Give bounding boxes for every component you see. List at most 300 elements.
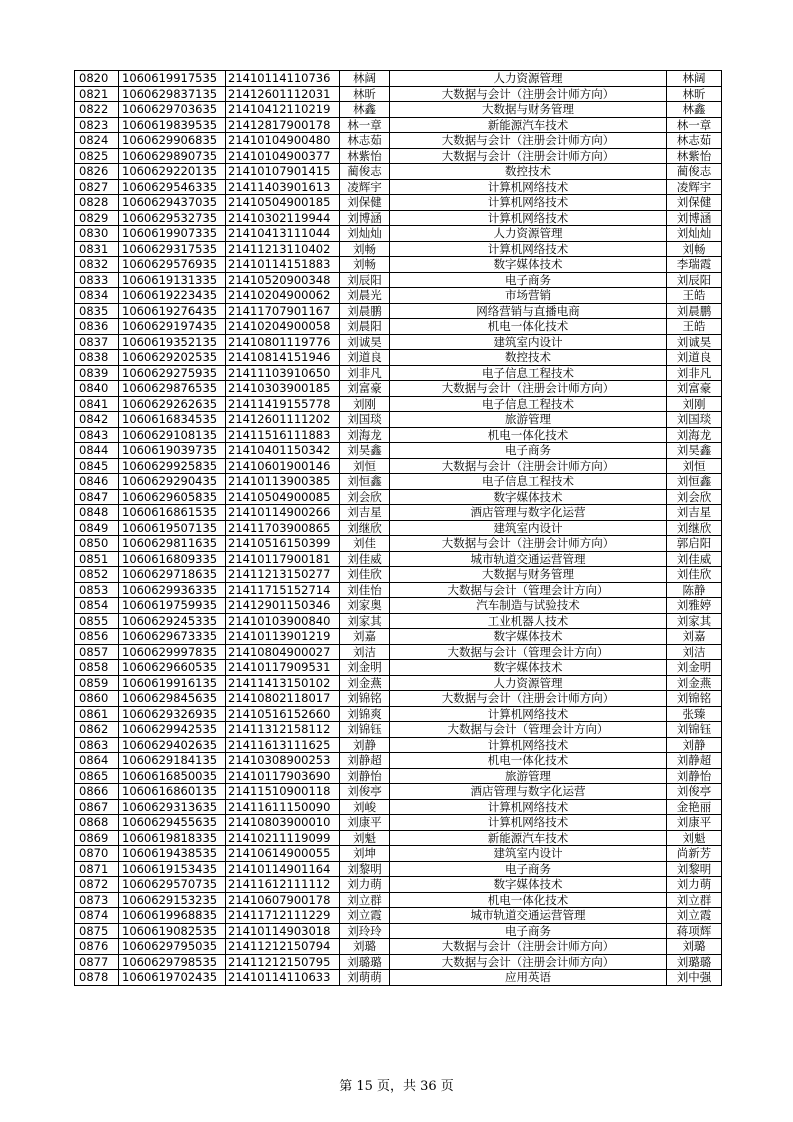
candidate-id-cell: 1060619039735 bbox=[119, 443, 226, 459]
table-row bbox=[75, 474, 722, 490]
major-cell: 电子商务 bbox=[390, 272, 667, 288]
exam-id-cell: 21411510900118 bbox=[226, 784, 340, 800]
confirmed-name-cell: 刘会欣 bbox=[667, 489, 722, 505]
candidate-id-cell: 1060629326935 bbox=[119, 706, 226, 722]
sequence-number-cell: 0834 bbox=[75, 288, 119, 304]
major-cell: 建筑室内设计 bbox=[390, 334, 667, 350]
major-cell: 计算机网络技术 bbox=[390, 210, 667, 226]
name-cell: 刘康平 bbox=[340, 815, 390, 831]
sequence-number-cell: 0848 bbox=[75, 505, 119, 521]
table-row bbox=[75, 644, 722, 660]
table-row bbox=[75, 954, 722, 970]
major-cell: 数字媒体技术 bbox=[390, 877, 667, 893]
name-cell: 林一章 bbox=[340, 117, 390, 133]
table-row bbox=[75, 381, 722, 397]
confirmed-name-cell: 刘辰阳 bbox=[667, 272, 722, 288]
confirmed-name-cell: 陈静 bbox=[667, 582, 722, 598]
name-cell: 蔺俊志 bbox=[340, 164, 390, 180]
sequence-number-cell: 0872 bbox=[75, 877, 119, 893]
table-row bbox=[75, 319, 722, 335]
table-row bbox=[75, 567, 722, 583]
confirmed-name-cell: 刘诚昊 bbox=[667, 334, 722, 350]
major-cell: 数字媒体技术 bbox=[390, 629, 667, 645]
confirmed-name-cell: 林一章 bbox=[667, 117, 722, 133]
confirmed-name-cell: 刘畅 bbox=[667, 241, 722, 257]
sequence-number-cell: 0851 bbox=[75, 551, 119, 567]
sequence-number-cell: 0826 bbox=[75, 164, 119, 180]
table-row bbox=[75, 117, 722, 133]
exam-id-cell: 21411712111229 bbox=[226, 908, 340, 924]
confirmed-name-cell: 刘立群 bbox=[667, 892, 722, 908]
name-cell: 刘佳 bbox=[340, 536, 390, 552]
major-cell: 机电一体化技术 bbox=[390, 753, 667, 769]
major-cell: 人力资源管理 bbox=[390, 71, 667, 87]
major-cell: 大数据与会计（注册会计师方向） bbox=[390, 954, 667, 970]
name-cell: 刘璐 bbox=[340, 939, 390, 955]
confirmed-name-cell: 刘富豪 bbox=[667, 381, 722, 397]
sequence-number-cell: 0863 bbox=[75, 737, 119, 753]
confirmed-name-cell: 郭启阳 bbox=[667, 536, 722, 552]
candidate-id-cell: 1060629317535 bbox=[119, 241, 226, 257]
table-row bbox=[75, 939, 722, 955]
candidate-id-cell: 1060629798535 bbox=[119, 954, 226, 970]
sequence-number-cell: 0874 bbox=[75, 908, 119, 924]
exam-id-cell: 21410601900146 bbox=[226, 458, 340, 474]
name-cell: 刘博涵 bbox=[340, 210, 390, 226]
major-cell: 计算机网络技术 bbox=[390, 195, 667, 211]
sequence-number-cell: 0867 bbox=[75, 799, 119, 815]
major-cell: 大数据与会计（注册会计师方向） bbox=[390, 939, 667, 955]
exam-id-cell: 21411419155778 bbox=[226, 396, 340, 412]
table-row bbox=[75, 148, 722, 164]
exam-id-cell: 21410103900840 bbox=[226, 613, 340, 629]
table-row bbox=[75, 877, 722, 893]
sequence-number-cell: 0822 bbox=[75, 102, 119, 118]
exam-id-cell: 21411715152714 bbox=[226, 582, 340, 598]
name-cell: 刘静 bbox=[340, 737, 390, 753]
confirmed-name-cell: 刘昊鑫 bbox=[667, 443, 722, 459]
confirmed-name-cell: 林昕 bbox=[667, 86, 722, 102]
confirmed-name-cell: 刘康平 bbox=[667, 815, 722, 831]
name-cell: 刘俊亭 bbox=[340, 784, 390, 800]
confirmed-name-cell: 刘静超 bbox=[667, 753, 722, 769]
name-cell: 林志茹 bbox=[340, 133, 390, 149]
sequence-number-cell: 0864 bbox=[75, 753, 119, 769]
sequence-number-cell: 0825 bbox=[75, 148, 119, 164]
exam-id-cell: 21410803900010 bbox=[226, 815, 340, 831]
candidate-id-cell: 1060629184135 bbox=[119, 753, 226, 769]
confirmed-name-cell: 刘力萌 bbox=[667, 877, 722, 893]
confirmed-name-cell: 刘博涵 bbox=[667, 210, 722, 226]
exam-id-cell: 21410413111044 bbox=[226, 226, 340, 242]
confirmed-name-cell: 刘金明 bbox=[667, 660, 722, 676]
exam-id-cell: 21410117900181 bbox=[226, 551, 340, 567]
candidate-id-cell: 1060629220135 bbox=[119, 164, 226, 180]
name-cell: 刘锦爽 bbox=[340, 706, 390, 722]
table-row bbox=[75, 520, 722, 536]
candidate-id-cell: 1060616850035 bbox=[119, 768, 226, 784]
exam-id-cell: 21410113901219 bbox=[226, 629, 340, 645]
table-row bbox=[75, 598, 722, 614]
table-row bbox=[75, 908, 722, 924]
name-cell: 刘力萌 bbox=[340, 877, 390, 893]
confirmed-name-cell: 金艳丽 bbox=[667, 799, 722, 815]
confirmed-name-cell: 刘继欣 bbox=[667, 520, 722, 536]
confirmed-name-cell: 王皓 bbox=[667, 288, 722, 304]
sequence-number-cell: 0831 bbox=[75, 241, 119, 257]
name-cell: 刘玲玲 bbox=[340, 923, 390, 939]
exam-id-cell: 21410520900348 bbox=[226, 272, 340, 288]
major-cell: 计算机网络技术 bbox=[390, 737, 667, 753]
candidate-id-cell: 1060629890735 bbox=[119, 148, 226, 164]
exam-id-cell: 21410401150342 bbox=[226, 443, 340, 459]
exam-id-cell: 21410516150399 bbox=[226, 536, 340, 552]
candidate-id-cell: 1060629605835 bbox=[119, 489, 226, 505]
name-cell: 刘富豪 bbox=[340, 381, 390, 397]
major-cell: 大数据与会计（注册会计师方向） bbox=[390, 536, 667, 552]
name-cell: 凌辉宇 bbox=[340, 179, 390, 195]
major-cell: 旅游管理 bbox=[390, 768, 667, 784]
exam-id-cell: 21410104900377 bbox=[226, 148, 340, 164]
major-cell: 大数据与会计（注册会计师方向） bbox=[390, 133, 667, 149]
major-cell: 大数据与会计（管理会计方向） bbox=[390, 582, 667, 598]
table-row bbox=[75, 412, 722, 428]
major-cell: 电子商务 bbox=[390, 861, 667, 877]
confirmed-name-cell: 刘保健 bbox=[667, 195, 722, 211]
table-row bbox=[75, 892, 722, 908]
confirmed-name-cell: 刘雅婷 bbox=[667, 598, 722, 614]
confirmed-name-cell: 刘黎明 bbox=[667, 861, 722, 877]
sequence-number-cell: 0866 bbox=[75, 784, 119, 800]
major-cell: 建筑室内设计 bbox=[390, 846, 667, 862]
sequence-number-cell: 0846 bbox=[75, 474, 119, 490]
confirmed-name-cell: 刘非凡 bbox=[667, 365, 722, 381]
candidate-id-cell: 1060629275935 bbox=[119, 365, 226, 381]
sequence-number-cell: 0841 bbox=[75, 396, 119, 412]
major-cell: 计算机网络技术 bbox=[390, 706, 667, 722]
exam-id-cell: 21410801119776 bbox=[226, 334, 340, 350]
confirmed-name-cell: 刘恒 bbox=[667, 458, 722, 474]
major-cell: 人力资源管理 bbox=[390, 675, 667, 691]
name-cell: 刘坤 bbox=[340, 846, 390, 862]
candidate-id-cell: 1060619968835 bbox=[119, 908, 226, 924]
exam-id-cell: 21410204900058 bbox=[226, 319, 340, 335]
major-cell: 工业机器人技术 bbox=[390, 613, 667, 629]
table-row bbox=[75, 257, 722, 273]
confirmed-name-cell: 刘魁 bbox=[667, 830, 722, 846]
confirmed-name-cell: 林紫怡 bbox=[667, 148, 722, 164]
major-cell: 人力资源管理 bbox=[390, 226, 667, 242]
exam-id-cell: 21411403901613 bbox=[226, 179, 340, 195]
name-cell: 刘锦钰 bbox=[340, 722, 390, 738]
exam-id-cell: 21411516111883 bbox=[226, 427, 340, 443]
major-cell: 大数据与会计（注册会计师方向） bbox=[390, 86, 667, 102]
sequence-number-cell: 0868 bbox=[75, 815, 119, 831]
sequence-number-cell: 0827 bbox=[75, 179, 119, 195]
exam-id-cell: 21410114900266 bbox=[226, 505, 340, 521]
sequence-number-cell: 0859 bbox=[75, 675, 119, 691]
name-cell: 刘灿灿 bbox=[340, 226, 390, 242]
exam-id-cell: 21410814151946 bbox=[226, 350, 340, 366]
candidate-id-cell: 1060616809335 bbox=[119, 551, 226, 567]
confirmed-name-cell: 刘刚 bbox=[667, 396, 722, 412]
name-cell: 刘萌萌 bbox=[340, 970, 390, 986]
major-cell: 建筑室内设计 bbox=[390, 520, 667, 536]
name-cell: 刘佳欣 bbox=[340, 567, 390, 583]
major-cell: 新能源汽车技术 bbox=[390, 830, 667, 846]
exam-id-cell: 21412901150346 bbox=[226, 598, 340, 614]
name-cell: 刘畅 bbox=[340, 241, 390, 257]
name-cell: 刘刚 bbox=[340, 396, 390, 412]
name-cell: 刘辰阳 bbox=[340, 272, 390, 288]
major-cell: 应用英语 bbox=[390, 970, 667, 986]
sequence-number-cell: 0869 bbox=[75, 830, 119, 846]
table-row bbox=[75, 691, 722, 707]
major-cell: 机电一体化技术 bbox=[390, 892, 667, 908]
confirmed-name-cell: 刘中强 bbox=[667, 970, 722, 986]
major-cell: 大数据与会计（注册会计师方向） bbox=[390, 691, 667, 707]
table-row bbox=[75, 582, 722, 598]
sequence-number-cell: 0837 bbox=[75, 334, 119, 350]
exam-id-cell: 21411612111112 bbox=[226, 877, 340, 893]
records-table-body bbox=[75, 71, 722, 986]
confirmed-name-cell: 刘灿灿 bbox=[667, 226, 722, 242]
table-row bbox=[75, 815, 722, 831]
candidate-id-cell: 1060619702435 bbox=[119, 970, 226, 986]
candidate-id-cell: 1060629837135 bbox=[119, 86, 226, 102]
name-cell: 刘魁 bbox=[340, 830, 390, 846]
confirmed-name-cell: 林阔 bbox=[667, 71, 722, 87]
candidate-id-cell: 1060629532735 bbox=[119, 210, 226, 226]
confirmed-name-cell: 刘恒鑫 bbox=[667, 474, 722, 490]
exam-id-cell: 21411212150795 bbox=[226, 954, 340, 970]
confirmed-name-cell: 刘立霞 bbox=[667, 908, 722, 924]
table-row bbox=[75, 722, 722, 738]
exam-id-cell: 21410114151883 bbox=[226, 257, 340, 273]
major-cell: 计算机网络技术 bbox=[390, 799, 667, 815]
name-cell: 刘国琰 bbox=[340, 412, 390, 428]
name-cell: 刘恒 bbox=[340, 458, 390, 474]
sequence-number-cell: 0877 bbox=[75, 954, 119, 970]
candidate-id-cell: 1060619507135 bbox=[119, 520, 226, 536]
exam-id-cell: 21410303900185 bbox=[226, 381, 340, 397]
name-cell: 刘会欣 bbox=[340, 489, 390, 505]
candidate-id-cell: 1060619818335 bbox=[119, 830, 226, 846]
confirmed-name-cell: 林志茹 bbox=[667, 133, 722, 149]
name-cell: 刘恒鑫 bbox=[340, 474, 390, 490]
name-cell: 刘立群 bbox=[340, 892, 390, 908]
major-cell: 城市轨道交通运营管理 bbox=[390, 551, 667, 567]
major-cell: 汽车制造与试验技术 bbox=[390, 598, 667, 614]
confirmed-name-cell: 刘静 bbox=[667, 737, 722, 753]
exam-id-cell: 21410804900027 bbox=[226, 644, 340, 660]
confirmed-name-cell: 刘洁 bbox=[667, 644, 722, 660]
records-table bbox=[74, 70, 722, 986]
candidate-id-cell: 1060629108135 bbox=[119, 427, 226, 443]
confirmed-name-cell: 刘海龙 bbox=[667, 427, 722, 443]
major-cell: 计算机网络技术 bbox=[390, 179, 667, 195]
exam-id-cell: 21410107901415 bbox=[226, 164, 340, 180]
major-cell: 大数据与财务管理 bbox=[390, 102, 667, 118]
sequence-number-cell: 0875 bbox=[75, 923, 119, 939]
sequence-number-cell: 0836 bbox=[75, 319, 119, 335]
table-row bbox=[75, 396, 722, 412]
exam-id-cell: 21410211119099 bbox=[226, 830, 340, 846]
confirmed-name-cell: 李瑞霞 bbox=[667, 257, 722, 273]
major-cell: 市场营销 bbox=[390, 288, 667, 304]
sequence-number-cell: 0844 bbox=[75, 443, 119, 459]
exam-id-cell: 21410412110219 bbox=[226, 102, 340, 118]
exam-id-cell: 21410504900085 bbox=[226, 489, 340, 505]
sequence-number-cell: 0820 bbox=[75, 71, 119, 87]
confirmed-name-cell: 刘金燕 bbox=[667, 675, 722, 691]
major-cell: 计算机网络技术 bbox=[390, 815, 667, 831]
exam-id-cell: 21410607900178 bbox=[226, 892, 340, 908]
candidate-id-cell: 1060629197435 bbox=[119, 319, 226, 335]
confirmed-name-cell: 刘国琰 bbox=[667, 412, 722, 428]
candidate-id-cell: 1060619438535 bbox=[119, 846, 226, 862]
candidate-id-cell: 1060629455635 bbox=[119, 815, 226, 831]
confirmed-name-cell: 王皓 bbox=[667, 319, 722, 335]
sequence-number-cell: 0873 bbox=[75, 892, 119, 908]
candidate-id-cell: 1060629245335 bbox=[119, 613, 226, 629]
sequence-number-cell: 0865 bbox=[75, 768, 119, 784]
major-cell: 大数据与会计（注册会计师方向） bbox=[390, 148, 667, 164]
confirmed-name-cell: 凌辉宇 bbox=[667, 179, 722, 195]
candidate-id-cell: 1060629290435 bbox=[119, 474, 226, 490]
name-cell: 刘诚昊 bbox=[340, 334, 390, 350]
exam-id-cell: 21411611150090 bbox=[226, 799, 340, 815]
table-row bbox=[75, 272, 722, 288]
exam-id-cell: 21410104900480 bbox=[226, 133, 340, 149]
name-cell: 林鑫 bbox=[340, 102, 390, 118]
table-row bbox=[75, 334, 722, 350]
exam-id-cell: 21411213110402 bbox=[226, 241, 340, 257]
name-cell: 刘洁 bbox=[340, 644, 390, 660]
table-row bbox=[75, 195, 722, 211]
exam-id-cell: 21410204900062 bbox=[226, 288, 340, 304]
confirmed-name-cell: 林鑫 bbox=[667, 102, 722, 118]
name-cell: 刘吉星 bbox=[340, 505, 390, 521]
candidate-id-cell: 1060629845635 bbox=[119, 691, 226, 707]
major-cell: 大数据与会计（注册会计师方向） bbox=[390, 458, 667, 474]
sequence-number-cell: 0823 bbox=[75, 117, 119, 133]
candidate-id-cell: 1060629936335 bbox=[119, 582, 226, 598]
major-cell: 电子信息工程技术 bbox=[390, 474, 667, 490]
confirmed-name-cell: 刘璐 bbox=[667, 939, 722, 955]
exam-id-cell: 21410117903690 bbox=[226, 768, 340, 784]
table-row bbox=[75, 551, 722, 567]
exam-id-cell: 21411413150102 bbox=[226, 675, 340, 691]
confirmed-name-cell: 刘锦钰 bbox=[667, 722, 722, 738]
table-row bbox=[75, 179, 722, 195]
sequence-number-cell: 0870 bbox=[75, 846, 119, 862]
table-row bbox=[75, 706, 722, 722]
table-row bbox=[75, 784, 722, 800]
name-cell: 林紫怡 bbox=[340, 148, 390, 164]
sequence-number-cell: 0833 bbox=[75, 272, 119, 288]
confirmed-name-cell: 刘佳欣 bbox=[667, 567, 722, 583]
candidate-id-cell: 1060619082535 bbox=[119, 923, 226, 939]
sequence-number-cell: 0821 bbox=[75, 86, 119, 102]
exam-id-cell: 21410117909531 bbox=[226, 660, 340, 676]
confirmed-name-cell: 蔺俊志 bbox=[667, 164, 722, 180]
major-cell: 大数据与会计（注册会计师方向） bbox=[390, 381, 667, 397]
exam-id-cell: 21410504900185 bbox=[226, 195, 340, 211]
candidate-id-cell: 1060619276435 bbox=[119, 303, 226, 319]
name-cell: 刘继欣 bbox=[340, 520, 390, 536]
confirmed-name-cell: 刘吉星 bbox=[667, 505, 722, 521]
sequence-number-cell: 0871 bbox=[75, 861, 119, 877]
major-cell: 电子商务 bbox=[390, 443, 667, 459]
table-row bbox=[75, 660, 722, 676]
candidate-id-cell: 1060629942535 bbox=[119, 722, 226, 738]
candidate-id-cell: 1060629313635 bbox=[119, 799, 226, 815]
name-cell: 林阔 bbox=[340, 71, 390, 87]
candidate-id-cell: 1060629437035 bbox=[119, 195, 226, 211]
confirmed-name-cell: 蒋项辉 bbox=[667, 923, 722, 939]
sequence-number-cell: 0842 bbox=[75, 412, 119, 428]
confirmed-name-cell: 刘佳威 bbox=[667, 551, 722, 567]
sequence-number-cell: 0849 bbox=[75, 520, 119, 536]
table-row bbox=[75, 86, 722, 102]
table-row bbox=[75, 288, 722, 304]
table-row bbox=[75, 303, 722, 319]
exam-id-cell: 21410114110633 bbox=[226, 970, 340, 986]
exam-id-cell: 21410614900055 bbox=[226, 846, 340, 862]
candidate-id-cell: 1060629795035 bbox=[119, 939, 226, 955]
major-cell: 酒店管理与数字化运营 bbox=[390, 784, 667, 800]
table-row bbox=[75, 737, 722, 753]
major-cell: 城市轨道交通运营管理 bbox=[390, 908, 667, 924]
table-row bbox=[75, 830, 722, 846]
candidate-id-cell: 1060619917535 bbox=[119, 71, 226, 87]
name-cell: 刘金明 bbox=[340, 660, 390, 676]
exam-id-cell: 21412601111202 bbox=[226, 412, 340, 428]
sequence-number-cell: 0857 bbox=[75, 644, 119, 660]
sequence-number-cell: 0835 bbox=[75, 303, 119, 319]
table-row bbox=[75, 675, 722, 691]
name-cell: 刘佳威 bbox=[340, 551, 390, 567]
candidate-id-cell: 1060619907335 bbox=[119, 226, 226, 242]
table-row bbox=[75, 613, 722, 629]
name-cell: 刘晨光 bbox=[340, 288, 390, 304]
sequence-number-cell: 0856 bbox=[75, 629, 119, 645]
table-row bbox=[75, 210, 722, 226]
sequence-number-cell: 0862 bbox=[75, 722, 119, 738]
table-row bbox=[75, 753, 722, 769]
name-cell: 刘璐璐 bbox=[340, 954, 390, 970]
sequence-number-cell: 0854 bbox=[75, 598, 119, 614]
name-cell: 刘立霞 bbox=[340, 908, 390, 924]
confirmed-name-cell: 刘家其 bbox=[667, 613, 722, 629]
table-row bbox=[75, 133, 722, 149]
candidate-id-cell: 1060619839535 bbox=[119, 117, 226, 133]
name-cell: 刘金燕 bbox=[340, 675, 390, 691]
name-cell: 刘晨鹏 bbox=[340, 303, 390, 319]
confirmed-name-cell: 刘嘉 bbox=[667, 629, 722, 645]
exam-id-cell: 21410802118017 bbox=[226, 691, 340, 707]
major-cell: 数控技术 bbox=[390, 350, 667, 366]
name-cell: 刘峻 bbox=[340, 799, 390, 815]
candidate-id-cell: 1060616834535 bbox=[119, 412, 226, 428]
sequence-number-cell: 0839 bbox=[75, 365, 119, 381]
name-cell: 刘家其 bbox=[340, 613, 390, 629]
name-cell: 刘昊鑫 bbox=[340, 443, 390, 459]
candidate-id-cell: 1060629718635 bbox=[119, 567, 226, 583]
major-cell: 新能源汽车技术 bbox=[390, 117, 667, 133]
sequence-number-cell: 0838 bbox=[75, 350, 119, 366]
